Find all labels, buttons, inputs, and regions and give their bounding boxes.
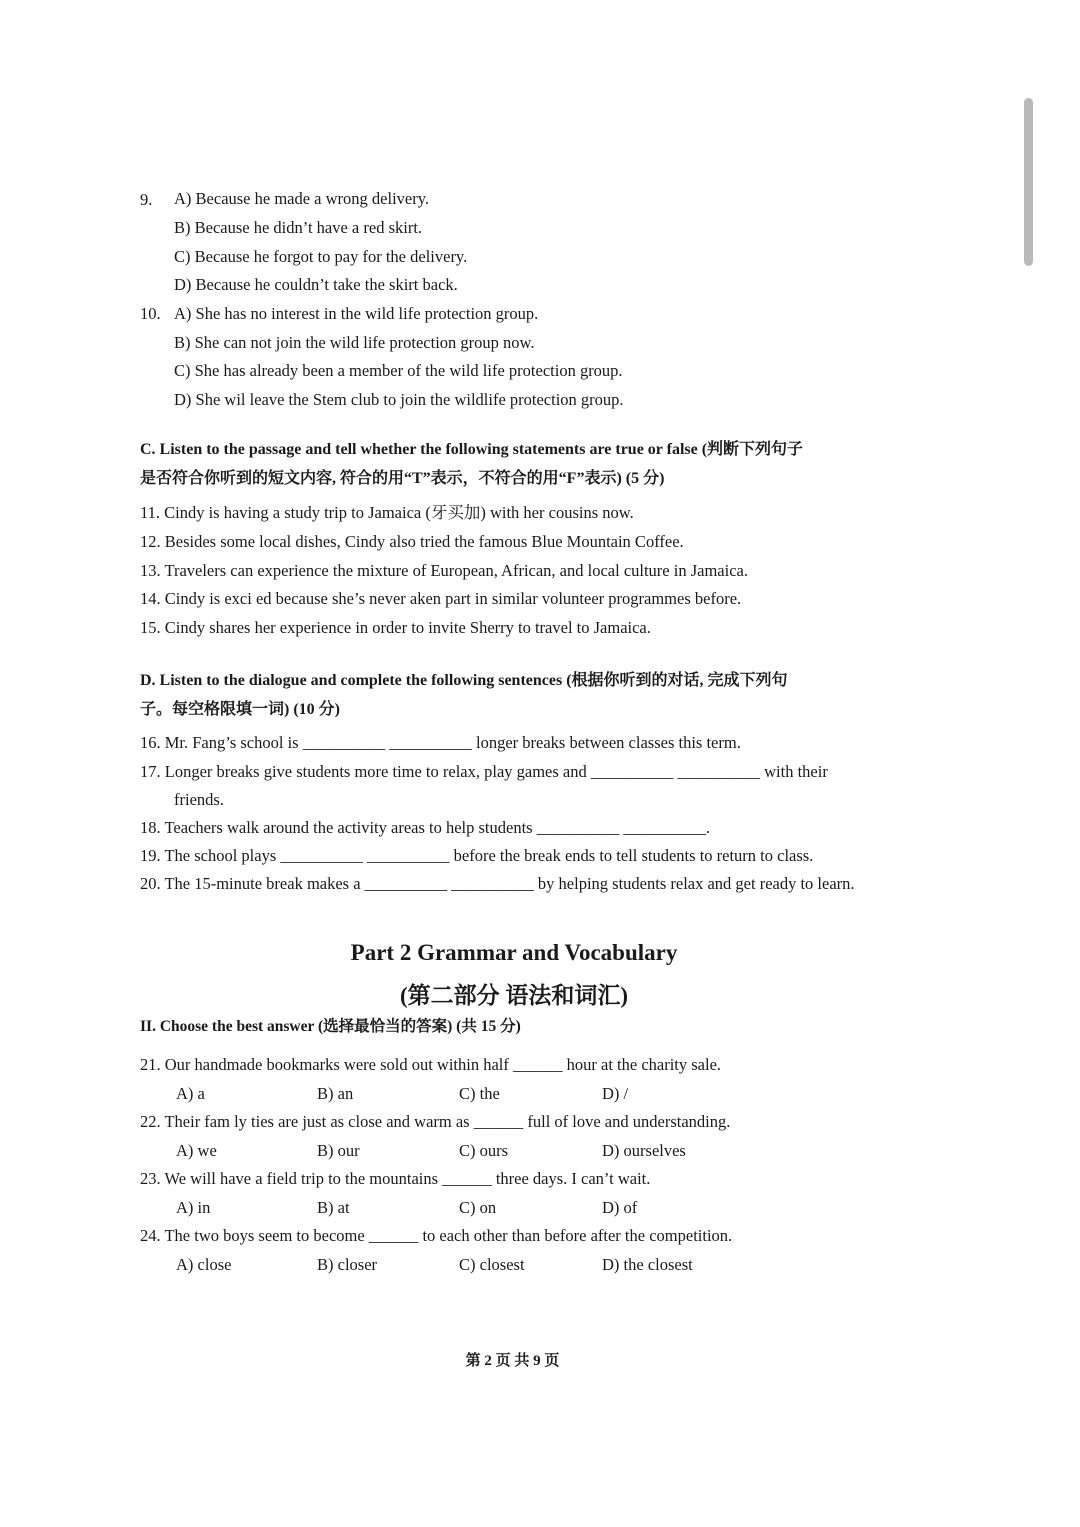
fill-19-text-after: before the break ends to tell students to return to class. (453, 846, 814, 865)
section-d-heading-line2: 子。每空格限填一词) (10 分) (140, 701, 340, 718)
part2-subtitle: (第二部分 语法和词汇) (399, 983, 629, 1008)
question-21-option-d[interactable]: D) / (602, 1084, 629, 1103)
question-9-option-b: B) Because he didn’t have a red skirt. (174, 218, 423, 237)
question-21-option-b[interactable]: B) an (317, 1084, 354, 1103)
fill-20-text-after: by helping students relax and get ready to learn. (537, 874, 855, 893)
fill-19-text-before: 19. The school plays (140, 846, 277, 865)
question-24-option-a[interactable]: A) close (176, 1255, 232, 1274)
question-22-text-after: full of love and understanding. (527, 1112, 731, 1131)
fill-20-text-before: 20. The 15-minute break makes a (140, 874, 361, 893)
question-23-blank[interactable]: ______ (442, 1169, 492, 1188)
fill-18 (140, 818, 710, 838)
question-9-option-a: A) Because he made a wrong delivery. (174, 189, 430, 208)
fill-16-text-before: 16. Mr. Fang’s school is (140, 733, 299, 752)
question-21-blank[interactable]: ______ (513, 1055, 563, 1074)
question-24-text-after: to each other than before after the competition. (422, 1226, 733, 1245)
question-23 (140, 1169, 650, 1189)
question-23-option-c[interactable]: C) on (459, 1198, 497, 1217)
statement-13: 13. Travelers can experience the mixture of European, African, and local culture in Jamaica. (140, 561, 748, 580)
fill-18-text-after: . (705, 818, 710, 837)
question-22-option-b[interactable]: B) our (317, 1141, 360, 1160)
question-23-option-b[interactable]: B) at (317, 1198, 350, 1217)
statement-15: 15. Cindy shares her experience in order to invite Sherry to travel to Jamaica. (140, 618, 651, 637)
question-22-option-c[interactable]: C) ours (459, 1141, 509, 1160)
question-23-option-d[interactable]: D) of (602, 1198, 638, 1217)
question-10-option-d: D) She wil leave the Stem club to join the wildlife protection group. (174, 390, 624, 409)
question-10-option-c: C) She has already been a member of the wild life protection group. (174, 361, 623, 380)
question-9-number: 9. (140, 190, 153, 209)
question-9-option-c: C) Because he forgot to pay for the delivery. (174, 247, 468, 266)
part2-instruction: II. Choose the best answer (选择最恰当的答案) (共 15 分) (140, 1018, 521, 1035)
question-24-blank[interactable]: ______ (368, 1226, 419, 1245)
question-10-option-a: A) She has no interest in the wild life protection group. (174, 304, 539, 323)
question-22 (140, 1112, 730, 1132)
question-23-option-a[interactable]: A) in (176, 1198, 211, 1217)
section-c-heading-line1: C. Listen to the passage and tell whether the following statements are true or false (判断下列句子 (140, 441, 804, 458)
fill-16-text-after: longer breaks between classes this term. (475, 733, 741, 752)
page-number: 第 2 页 共 9 页 (465, 1353, 560, 1369)
statement-12: 12. Besides some local dishes, Cindy also tried the famous Blue Mountain Coffee. (140, 532, 684, 551)
fill-17 (140, 762, 828, 782)
part2-title: Part 2 Grammar and Vocabulary (350, 940, 678, 965)
section-c-heading-line2: 是否符合你听到的短文内容, 符合的用“T”表示，不符合的用“F”表示) (5 分) (140, 470, 665, 487)
question-21-option-c[interactable]: C) the (459, 1084, 500, 1103)
question-22-option-a[interactable]: A) we (176, 1141, 217, 1160)
fill-16-blank[interactable]: __________ __________ (302, 733, 472, 752)
fill-19-blank[interactable]: __________ __________ (280, 846, 450, 865)
question-22-text-before: 22. Their fam ly ties are just as close and warm as (140, 1112, 470, 1131)
fill-18-blank[interactable]: __________ __________ (536, 818, 706, 837)
question-22-blank[interactable]: ______ (473, 1112, 524, 1131)
question-24-option-c[interactable]: C) closest (459, 1255, 525, 1274)
fill-20 (140, 874, 855, 894)
question-23-text-after: three days. I can’t wait. (495, 1169, 651, 1188)
fill-19 (140, 846, 813, 866)
fill-20-blank[interactable]: __________ __________ (364, 874, 534, 893)
question-21-option-a[interactable]: A) a (176, 1084, 205, 1103)
question-21-text-after: hour at the charity sale. (566, 1055, 722, 1074)
question-21 (140, 1055, 721, 1075)
question-24-option-d[interactable]: D) the closest (602, 1255, 693, 1274)
fill-18-text-before: 18. Teachers walk around the activity areas to help students (140, 818, 533, 837)
question-10-number: 10. (140, 304, 161, 323)
scrollbar[interactable] (1024, 98, 1033, 266)
statement-14: 14. Cindy is exci ed because she’s never aken part in similar volunteer programmes before. (140, 589, 742, 608)
question-24 (140, 1226, 732, 1246)
question-24-option-b[interactable]: B) closer (317, 1255, 378, 1274)
fill-17-blank[interactable]: __________ __________ (590, 762, 760, 781)
question-23-text-before: 23. We will have a field trip to the mountains (140, 1169, 439, 1188)
fill-17-continuation: friends. (174, 790, 224, 809)
fill-17-text-before: 17. Longer breaks give students more time to relax, play games and (140, 762, 587, 781)
question-21-text-before: 21. Our handmade bookmarks were sold out within half (140, 1055, 509, 1074)
question-10-option-b: B) She can not join the wild life protection group now. (174, 333, 535, 352)
fill-17-text-after: with their (764, 762, 828, 781)
question-24-text-before: 24. The two boys seem to become (140, 1226, 365, 1245)
statement-11: 11. Cindy is having a study trip to Jamaica (牙买加) with her cousins now. (140, 503, 634, 522)
section-d-heading-line1: D. Listen to the dialogue and complete the following sentences (根据你听到的对话, 完成下列句 (140, 672, 788, 689)
question-9-option-d: D) Because he couldn’t take the skirt back. (174, 275, 458, 294)
fill-16 (140, 733, 741, 753)
question-22-option-d[interactable]: D) ourselves (602, 1141, 686, 1160)
